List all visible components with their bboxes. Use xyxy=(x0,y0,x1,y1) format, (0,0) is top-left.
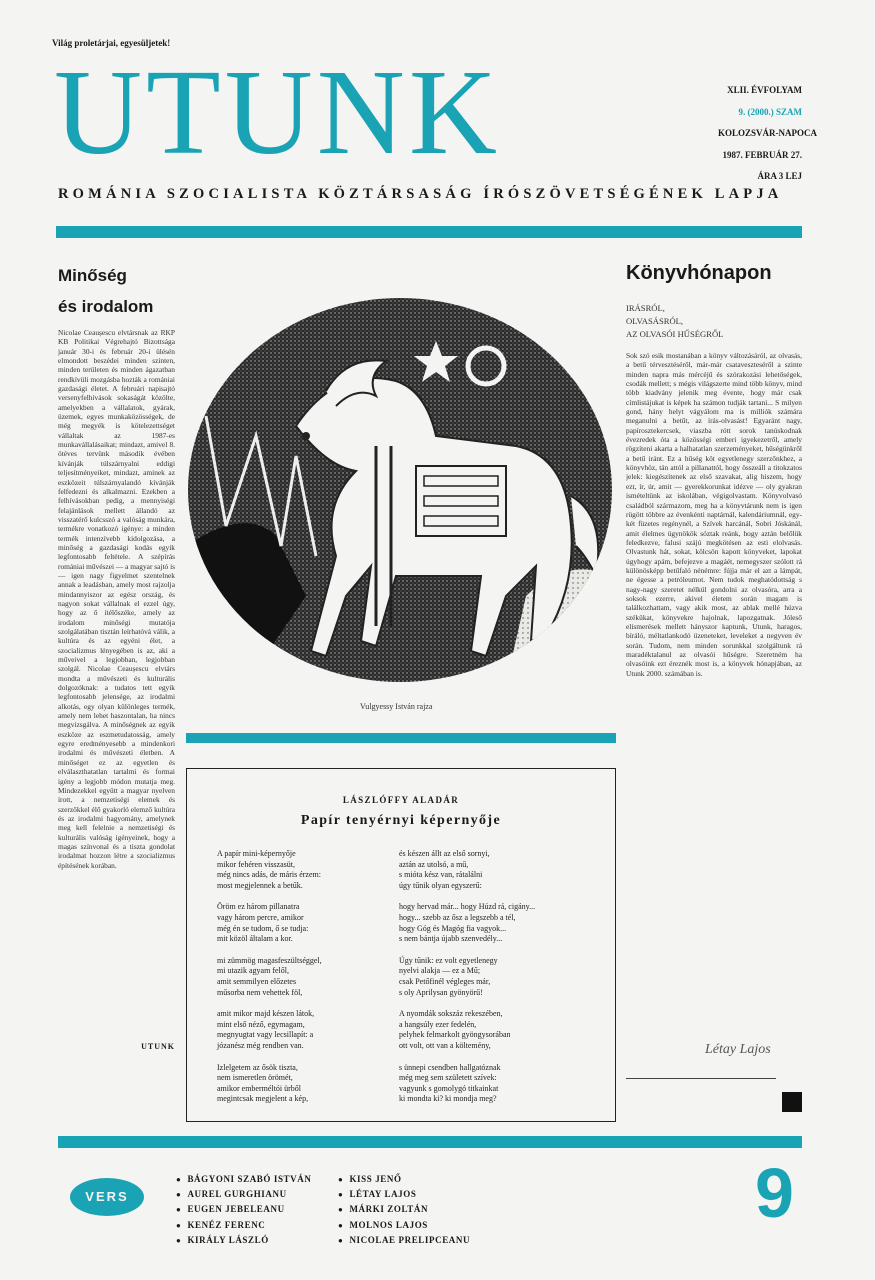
poem-line: s oly Aprilysan gyönyörű! xyxy=(399,987,483,997)
poem-line: vagy három percre, amikor xyxy=(217,912,304,922)
poem-line: műsorba nem vehettek föl, xyxy=(217,987,303,997)
poem-line: pelyhek felmarkolt gyöngysorában xyxy=(399,1030,511,1040)
poem-line: s mióta kész van, rátalálni xyxy=(399,870,483,880)
illustration-caption: Vulgyessy István rajza xyxy=(360,702,433,711)
poem-stanza xyxy=(399,849,589,891)
poem-line: csak Petőfinél végleges már, xyxy=(399,976,491,986)
poem-line: mi utazik agyam felől, xyxy=(217,966,289,976)
poem-line: hogy hervad már... hogy Húzd rá, cigány... xyxy=(399,902,536,912)
author-list-right xyxy=(338,1172,470,1248)
page-number: 9 xyxy=(755,1154,794,1232)
poem-line: A papír mini-képernyője xyxy=(217,849,296,858)
poem-stanza xyxy=(217,956,407,998)
poem-line: amit mikor majd készen látok, xyxy=(217,1009,315,1019)
left-article xyxy=(58,260,175,1051)
poem-line: Úgy tűnik: ez volt egyetlenegy xyxy=(399,955,498,965)
poem-line: mint első néző, egymagam, xyxy=(217,1019,305,1029)
newspaper-subtitle: ROMÁNIA SZOCIALISTA KÖZTÁRSASÁG ÍRÓSZÖVETSÉGÉNEK LAPJA xyxy=(58,186,783,202)
newspaper-title: UTUNK xyxy=(54,45,501,180)
illustration-horse-drawing xyxy=(186,296,614,684)
poem-line: mi zümmög magasfeszültséggel, xyxy=(217,955,322,965)
poem-line: még én se tudom, ő se tudja: xyxy=(217,923,309,933)
poem-line: megnyugtat vagy lecsillapít: a xyxy=(217,1030,314,1040)
poem-stanza xyxy=(399,902,589,944)
poem-line: még meg sem született szívek: xyxy=(399,1073,497,1083)
subhead-line: IRÁSRÓL, xyxy=(626,303,665,313)
poem-line: mikor fehéren visszasüt, xyxy=(217,859,295,869)
author-item: ● BÁGYONI SZABÓ ISTVÁN xyxy=(176,1172,311,1187)
top-rule xyxy=(56,226,802,238)
right-article xyxy=(626,260,802,1081)
poem-line: hogy Góg és Magóg fia vagyok... xyxy=(399,923,507,933)
poem-line: és készen állt az első sornyi, xyxy=(399,849,490,858)
poem-line: józanész még rendben van. xyxy=(217,1040,304,1050)
poem-line: mit közöl általam a kor. xyxy=(217,934,293,944)
poem-line: nyelvi alakja — ez a Mű; xyxy=(399,966,481,976)
poem-stanza xyxy=(399,1009,589,1051)
issue-city: KOLOZSVÁR-NAPOCA xyxy=(718,128,818,138)
poem-stanza xyxy=(217,902,407,944)
right-article-body: Sok szó esik mostanában a könyv változásáról, az olvasás, a betű térvesztéséről, már-már csataveszteséről a szinte minden napra más mércéjű és szórakozási lehetőségek, csodák mellett; s mégis világszerte mind több könyv, mind több kiadvány jelenik meg évente, hogy már csak címlistájukat is képek ha számon tudják tartani... S milyen gond, hány helyt vágyálom ma is milliók számára meganulni a betűt, az írás-olvasást! Egyaránt nagy, papírosztekercsek, viaszba rótt sorok tanúskodnak évezredek óta a közösségi emberi igyekezetről, amely rögzíteni akarta a halhatatlan szerzeményeket, hűségünkről a betű iránt. Ez a hűség köt egyetlenegy szerzőnkhez, a könyvhöz, tán attól a pillanattól, hogy összeáll a titokzatos jelek: kiegészítenek az első szavakat, alig hiszem, hogy ezt, ír, úr, amit — gyerekkorunkat idézve — oly gyakran ismételtünk az iskolában, végigolvastam. Könyvolvasó családból származom, meg ha a könyvtárunk nem is igen rügött többre az évenkénti naptárnál, kalendáriumnál, egy-két füzetes regénynél, a Szívek harcánál, Sobri Jóskánál, amit élelmes ügynökök sóztak reánk, hogy aztán belőlük feledkezve, falusi szájú megkötésen az esti elolvasás. Olvastunk hát, sokat, kölcsön kapott könyveket, lapokat úgyhogy apám, befejezve a magáét, nemegyszer szólott rá különösképp betűfaló nénémre: fújja már el azt a lámpát, ne égesse a petróleumot. Nem tudok meghatódottság s nagy-nagy szeretet nélkül gondolni az olvasóra, arra a soksok ezerre, akivel életem során magam is találkozhattam, vagy akik most, az ablak mellé húzva székükat, könyvekre hajolnak, lapozgatnak. Jóleső elismerések mellett hányszor kaptunk, Utunk, haragos, bíráló, méltatlankodó üzeneteket, leveleket a negyven év során. Tudom, nem minden sorunkkal szolgáltunk rá maradéktalanul az olvasói hűségre. Szeretném ha olvasóink ezt éreznék most is, a könyvek hónapjában, az Utunk 2000. számában is. xyxy=(626,351,802,678)
poem-line: nem ismeretlen örömét, xyxy=(217,1073,293,1083)
poem-stanza xyxy=(217,1063,407,1105)
poem-line: még nincs adás, de máris érzem: xyxy=(217,870,321,880)
left-article-signature: UTUNK xyxy=(141,1042,175,1051)
poem-stanza xyxy=(399,1063,589,1105)
issue-volume: XLII. ÉVFOLYAM xyxy=(727,85,802,95)
poem-line: aztán az utolsó, a mű, xyxy=(399,859,469,869)
poem-right-column xyxy=(399,849,589,1116)
left-article-body: Nicolae Ceaușescu elvtársnak az RKP KB Politikai Végrehajtó Bizottsága január 30-i és február 20-i ülésén elmondott beszédei minden szinten, minden területen és minden ágazatban rendkívüli mozgásba hozták a romániai gazdasági életet. A februári napisajtó versenyfelhívások sokaságát közölte, amelyekben a vállalatok, gyárak, üzemek, egyes munkaközösségek, de még megyék is kötelezettséget vállaltak az 1987-es munkavállalásaikat; mindazt, amivel 8. ötéves tervünk második évében kívánják túlszárnyalni eddigi teljesítményeiket, mindazt, aminek az eszközeit túlszárnyalandó kívánják felfedezni és alkalmazni. Ezekben a felhívásokban pedig, a mennyiségi felajánlások mellett állandó az visszatérő kulcsszó a valóság munkára, termékre vonatkozó igénye: a minden termék intenzívebb kidolgozása, a minőség a gazdasági kodás egyik legfontosabb feltétele. A szépírás romániai művészei — a magyar sajtó is — igen nagy figyelmet szentelnek annak a leadásban, amely most rajzolja mindannyiszor az egész ország, és nagyon sokat vállalnak el ezzel úgy, hogy az ő ítélőszéke, amely az irodalom minőségi mutatója szolgálatában tisztán leírhatóvá válik, a kultúra és az egyéni élet, a szocializmus lényegében is az, aki a műveivel a legjobban, legjobban szolgál. Nicolae Ceaușescu elvtárs mondta a művészeti és kulturális dolgozóknak: a tudatos tett egyik legfontosabb jelensége, az irodalmi alkotás, egy olyan különleges termék, amely nem lehet haszontalan, ha nincs megvizsgálva. A minőségnek az egyik eszköze az eszmetudatosság, amely egyre eredményesebb a mindenkori irodalmi és művészeti életben. A minőséget ez az egyetlen és elválaszthatatlan tartalmi és formai igény a legjobb módon mutatja meg. Mindezekkel együtt a magyar nyelven írott, a nemzetiségi elemek és szerzőkkel élő gyakorló elemző kultúra és az irodalmi hagyomány, amelynek meg kell felelnie a nemzetiségi és kulturális valóság igényeinek, hogy a magas színvonal és a tiszta gondolat irodalmat hozzon létre a szocializmus építésének korában. xyxy=(58,328,175,870)
poem-author: LÁSZLÓFFY ALADÁR xyxy=(342,795,460,805)
poem-line: ott volt, ott van a költemény, xyxy=(399,1040,491,1050)
poem-title: Papír tenyérnyi képernyője xyxy=(300,813,502,828)
poem-stanza xyxy=(217,849,407,891)
author-item: ● AUREL GURGHIANU xyxy=(176,1187,311,1202)
middle-rule xyxy=(186,733,616,743)
poem-stanza xyxy=(399,956,589,998)
poem-line: ki mondta ki? ki mondja meg? xyxy=(399,1094,497,1104)
right-article-title: Könyvhónapon xyxy=(626,262,772,284)
poem-line: amikor emberméltói ürből xyxy=(217,1083,301,1093)
section-label-vers: VERS xyxy=(70,1178,144,1216)
poem-line: megintcsak megjelent a kép, xyxy=(217,1094,309,1104)
issue-price: ÁRA 3 LEJ xyxy=(757,171,802,181)
handwritten-signature: Létay Lajos xyxy=(705,1042,771,1057)
author-item: ● MOLNOS LAJOS xyxy=(338,1218,470,1233)
bottom-rule xyxy=(58,1136,802,1148)
poem-line: most megjelennek a betűk. xyxy=(217,880,303,890)
poem-box xyxy=(186,768,616,1122)
subhead-line: OLVASÁSRÓL, xyxy=(626,316,684,326)
author-item: ● EUGEN JEBELEANU xyxy=(176,1202,311,1217)
left-article-title-line1: Minőség xyxy=(58,266,127,285)
author-item: ● KIRÁLY LÁSZLÓ xyxy=(176,1233,311,1248)
author-item: ● KISS JENŐ xyxy=(338,1172,470,1187)
poem-line: amit semmilyen előzetes xyxy=(217,976,297,986)
author-list-left xyxy=(176,1172,311,1248)
right-column-separator xyxy=(626,1078,776,1079)
poem-line: s ünnepi csendben hallgatóznak xyxy=(399,1062,501,1072)
motto: Világ proletárjai, egyesüljetek! xyxy=(52,38,171,48)
author-item: ● LÉTAY LAJOS xyxy=(338,1187,470,1202)
poem-line: A nyomdák sokszáz rekeszében, xyxy=(399,1009,503,1019)
poem-line: vagyunk s gomolygó titkainkat xyxy=(399,1083,499,1093)
poem-line: Öröm ez három pillanatra xyxy=(217,902,300,912)
poem-line: s nem bántja újabb szenvedély... xyxy=(399,934,503,944)
issue-info xyxy=(718,80,818,188)
poem-line: úgy tűnik olyan egyszerű: xyxy=(399,880,482,890)
author-item: ● NICOLAE PRELIPCEANU xyxy=(338,1233,470,1248)
author-item: ● KENÉZ FERENC xyxy=(176,1218,311,1233)
poem-stanza xyxy=(217,1009,407,1051)
right-article-subhead xyxy=(626,302,802,341)
author-item: ● MÁRKI ZOLTÁN xyxy=(338,1202,470,1217)
poem-line: a hangsúly ezer fedelén, xyxy=(399,1019,477,1029)
poem-left-column xyxy=(217,849,407,1116)
poem-line: hogy... szebb az ősz a legszebb a tél, xyxy=(399,912,516,922)
subhead-line: AZ OLVASÓI HŰSÉGRŐL xyxy=(626,329,724,339)
issue-number: 9. (2000.) SZAM xyxy=(738,106,802,117)
end-mark-square xyxy=(782,1092,802,1112)
issue-date: 1987. FEBRUÁR 27. xyxy=(722,149,802,160)
left-article-title-line2: és irodalom xyxy=(58,297,154,316)
poem-line: Izlelgetem az ősök tiszta, xyxy=(217,1062,298,1072)
